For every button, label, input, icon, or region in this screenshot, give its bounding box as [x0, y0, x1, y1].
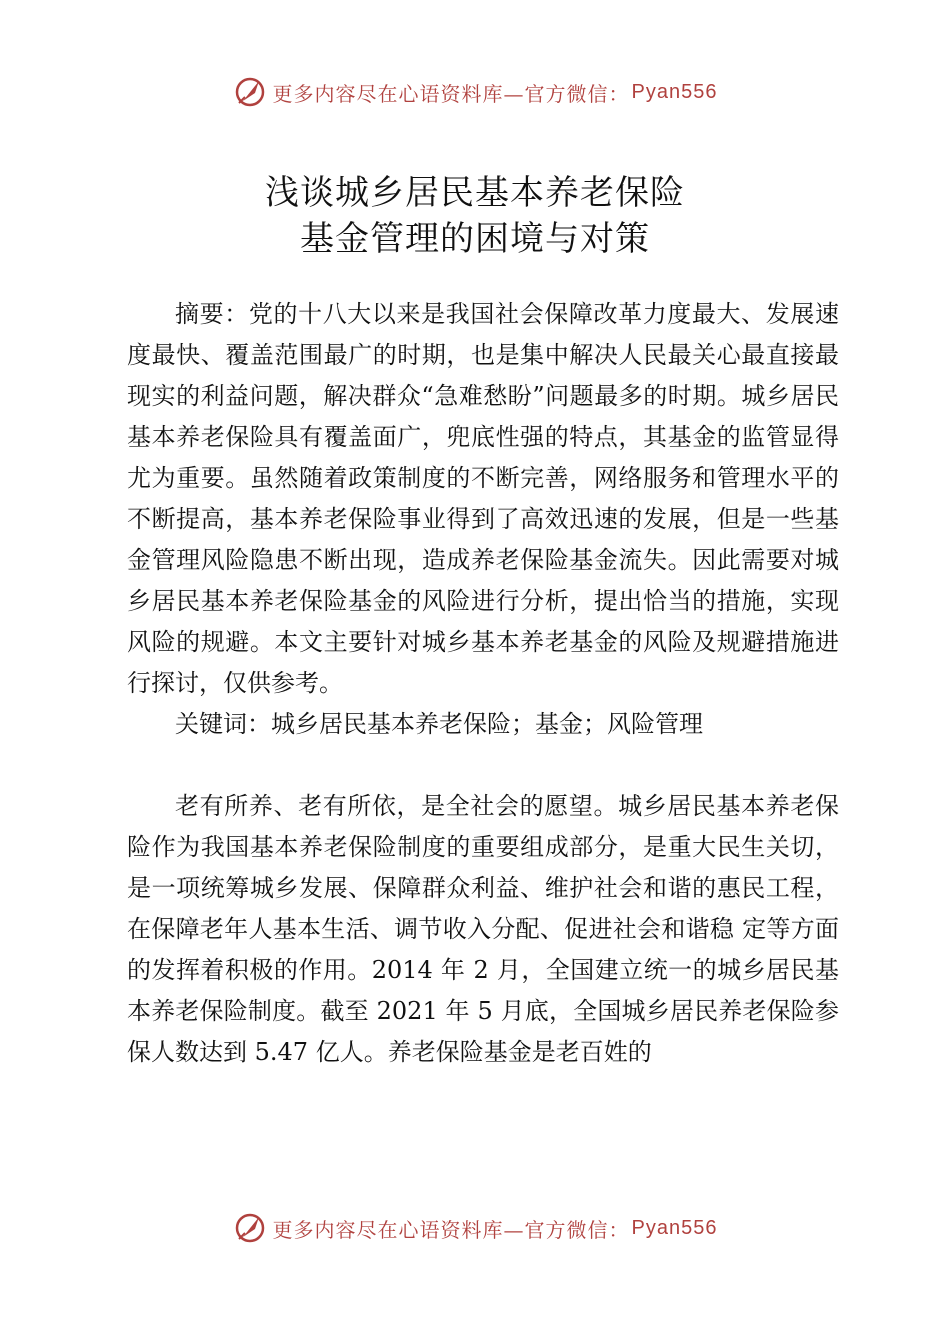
footer-banner-text: 更多内容尽在心语资料库—官方微信： — [272, 1217, 630, 1242]
quill-logo-icon — [233, 75, 267, 109]
body-paragraph: 老有所养、老有所依，是全社会的愿望。城乡居民基本养老保险作为我国基本养老保险制度的重要组成部分，是重大民生关切，是一项统筹城乡发展、保障群众利益、维护社会和谐的惠民工程，在保障老年人基本生活、调节收入分配、促进社会和谐稳 定等方面的发挥着积极的作用。2014 年 2 月，全国建立统一的城乡居民基本养老保险制度。截至 2021 年 5 月底，全国城乡居民养老保险参保人数达到 5.47 亿人。养老保险基金是老百姓的 — [127, 792, 839, 1066]
document-body — [127, 294, 839, 1073]
header-banner — [0, 72, 950, 112]
document-title — [0, 170, 950, 262]
title-line-2: 基金管理的困境与对策 — [300, 219, 650, 259]
quill-logo-icon — [233, 1211, 267, 1245]
abstract-paragraph: 摘要：党的十八大以来是我国社会保障改革力度最大、发展速度最快、覆盖范围最广的时期，也是集中解决人民最关心最直接最现实的利益问题，解决群众“急难愁盼”问题最多的时期。城乡居民基本养老保险具有覆盖面广，兜底性强的特点，其基金的监管显得尤为重要。虽然随着政策制度的不断完善，网络服务和管理水平的不断提高，基本养老保险事业得到了高效迅速的发展，但是一些基金管理风险隐患不断出现，造成养老保险基金流失。因此需要对城乡居民基本养老保险基金的风险进行分析，提出恰当的措施，实现风险的规避。本文主要针对城乡基本养老基金的风险及规避措施进行探讨，仅供参考。 — [127, 300, 839, 697]
keywords-paragraph: 关键词：城乡居民基本养老保险；基金；风险管理 — [175, 710, 703, 738]
wechat-id: Pyan556 — [631, 80, 718, 103]
footer-banner — [0, 1208, 950, 1248]
banner-text: 更多内容尽在心语资料库—官方微信： — [272, 81, 630, 106]
footer-wechat-id: Pyan556 — [631, 1216, 718, 1239]
title-line-1: 浅谈城乡居民基本养老保险 — [265, 173, 685, 213]
